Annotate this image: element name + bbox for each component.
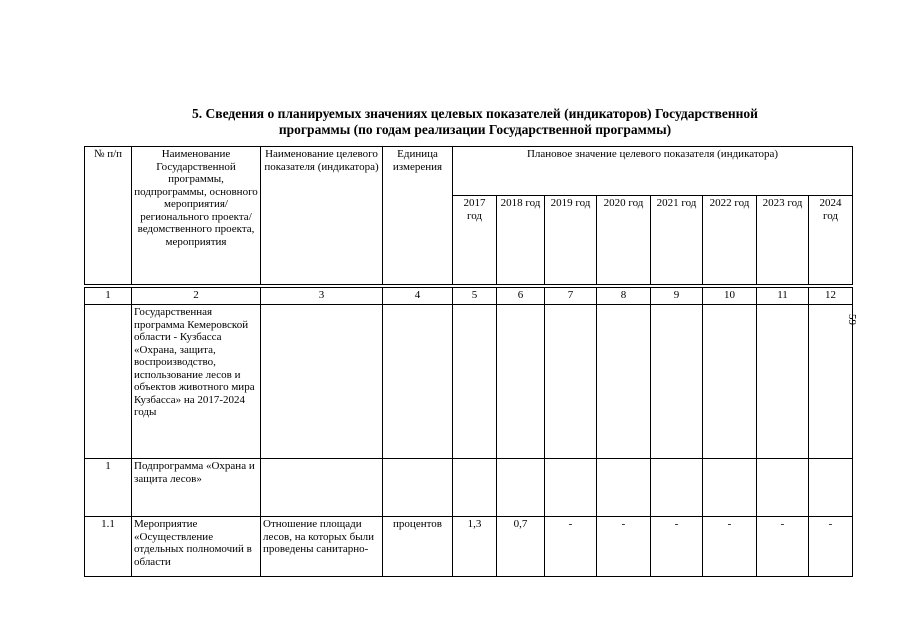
row-name: Мероприятие «Осуществление отдельных полномочий в области	[132, 517, 261, 577]
row-value: -	[651, 517, 703, 577]
column-number: 5	[453, 288, 497, 305]
row-value	[453, 459, 497, 517]
row-value	[757, 305, 809, 459]
page-number: 59	[846, 314, 858, 325]
header-year: 2024 год	[809, 196, 853, 285]
row-value	[757, 459, 809, 517]
table-row	[85, 459, 853, 517]
column-number: 6	[497, 288, 545, 305]
row-value	[703, 305, 757, 459]
row-value	[597, 459, 651, 517]
header-year: 2021 год	[651, 196, 703, 285]
table-row	[85, 305, 853, 459]
row-num	[85, 305, 132, 459]
row-value: -	[597, 517, 651, 577]
row-value	[809, 459, 853, 517]
header-year: 2019 год	[545, 196, 597, 285]
row-value: 1,3	[453, 517, 497, 577]
header-unit: Единица измерения	[383, 147, 453, 285]
row-indicator: Отношение площади лесов, на которых были проведены санитарно-	[261, 517, 383, 577]
row-value	[651, 459, 703, 517]
row-value: 0,7	[497, 517, 545, 577]
row-indicator	[261, 459, 383, 517]
row-unit: процентов	[383, 517, 453, 577]
row-value	[597, 305, 651, 459]
column-number: 7	[545, 288, 597, 305]
row-value	[809, 305, 853, 459]
indicators-table	[84, 146, 853, 577]
row-value: -	[757, 517, 809, 577]
column-number: 4	[383, 288, 453, 305]
title-line-2: программы (по годам реализации Государственной программы)	[278, 122, 672, 137]
row-value	[497, 459, 545, 517]
row-value	[703, 459, 757, 517]
row-indicator	[261, 305, 383, 459]
row-num: 1	[85, 459, 132, 517]
header-indicator: Наименование целевого показателя (индикатора)	[261, 147, 383, 285]
row-value: -	[703, 517, 757, 577]
row-unit	[383, 459, 453, 517]
header-year: 2022 год	[703, 196, 757, 285]
header-year: 2023 год	[757, 196, 809, 285]
row-value	[545, 305, 597, 459]
column-number: 2	[132, 288, 261, 305]
row-num: 1.1	[85, 517, 132, 577]
row-name: Подпрограмма «Охрана и защита лесов»	[132, 459, 261, 517]
column-number: 11	[757, 288, 809, 305]
row-value	[545, 459, 597, 517]
column-number: 8	[597, 288, 651, 305]
table-row	[85, 517, 853, 577]
row-value	[651, 305, 703, 459]
row-unit	[383, 305, 453, 459]
column-number: 9	[651, 288, 703, 305]
row-value	[497, 305, 545, 459]
column-numbers-row	[85, 288, 853, 305]
column-number: 1	[85, 288, 132, 305]
column-number: 3	[261, 288, 383, 305]
header-row-1	[85, 147, 853, 196]
title-line-1: 5. Сведения о планируемых значениях целевых показателей (индикаторов) Государственной	[192, 106, 758, 121]
header-plan-group: Плановое значение целевого показателя (индикатора)	[453, 147, 853, 196]
row-value: -	[809, 517, 853, 577]
header-year: 2017 год	[453, 196, 497, 285]
row-name: Государственная программа Кемеровской области - Кузбасса «Охрана, защита, воспроизводство, использование лесов и объектов животного мира Кузбасса» на 2017-2024 годы	[132, 305, 261, 459]
column-number: 12	[809, 288, 853, 305]
header-num: № п/п	[85, 147, 132, 285]
row-value	[453, 305, 497, 459]
column-number: 10	[703, 288, 757, 305]
header-year: 2020 год	[597, 196, 651, 285]
document-title	[110, 106, 840, 138]
header-name: Наименование Государственной программы, подпрограммы, основного мероприятия/ регионального проекта/ ведомственного проекта, мероприятия	[132, 147, 261, 285]
row-value: -	[545, 517, 597, 577]
header-year: 2018 год	[497, 196, 545, 285]
